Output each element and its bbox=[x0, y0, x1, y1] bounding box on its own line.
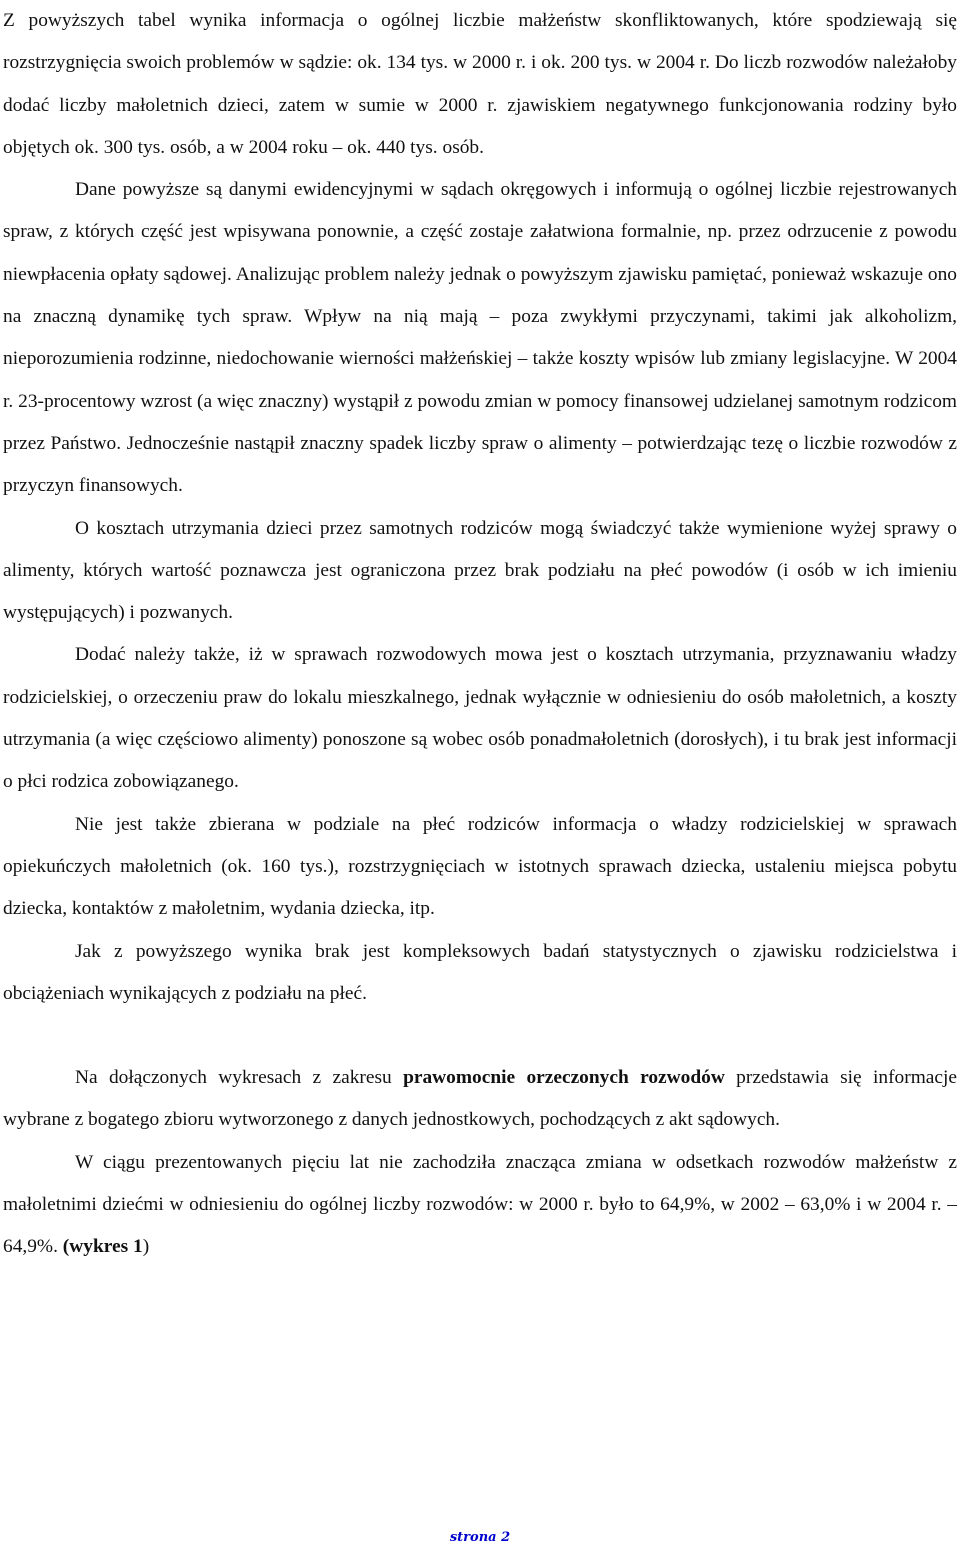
page-number-footer: strona 2 bbox=[449, 1530, 511, 1545]
paragraph-8-text-end: ) bbox=[142, 1236, 150, 1258]
paragraph-4: Dodać należy także, iż w sprawach rozwodowych mowa jest o kosztach utrzymania, przyznawaniu władzy rodzicielskiej, o orzeczeniu praw do lokalu mieszkalnego, jednak wyłącznie w odniesieniu do osób małoletnich, a koszty utrzymania (a więc częściowo alimenty) ponoszone są wobec osób ponadmałoletnich (dorosłych), i tu brak jest informacji o płci rodzica zobowiązanego. bbox=[3, 644, 957, 793]
paragraph-3: O kosztach utrzymania dzieci przez samotnych rodziców mogą świadczyć także wymienione wyżej sprawy o alimenty, których wartość poznawcza jest ograniczona przez brak podziału na płeć powodów (i osób w ich imieniu występujących) i pozwanych. bbox=[3, 517, 957, 624]
paragraph-5: Nie jest także zbierana w podziale na płeć rodziców informacja o władzy rodzicielskiej w sprawach opiekuńczych małoletnich (ok. 160 tys.), rozstrzygnięciach w istotnych sprawach dziecka, ustaleniu miejsca pobytu dziecka, kontaktów z małoletnim, wydania dziecka, itp. bbox=[3, 813, 957, 920]
paragraph-8 bbox=[3, 1142, 957, 1269]
blank-line bbox=[3, 1015, 957, 1057]
paragraph-1: Z powyższych tabel wynika informacja o ogólnej liczbie małżeństw skonfliktowanych, które spodziewają się rozstrzygnięcia swoich problemów w sądzie: ok. 134 tys. w 2000 r. i ok. 200 tys. w 2004 r. Do liczb rozwodów należałoby dodać liczby małoletnich dzieci, zatem w sumie w 2000 r. zjawiskiem negatywnego funkcjonowania rodziny było objętych ok. 300 tys. osób, a w 2004 roku – ok. 440 tys. osób. bbox=[3, 10, 957, 158]
paragraph-7-text-end: przedstawia się informacje wybrane z bogatego zbioru wytworzonego z danych jednostkowych, pochodzących z akt sądowych. bbox=[3, 1067, 957, 1131]
chart-reference: (wykres 1 bbox=[62, 1236, 143, 1258]
paragraph-6: Jak z powyższego wynika brak jest kompleksowych badań statystycznych o zjawisku rodzicielstwa i obciążeniach wynikających z podziału na płeć. bbox=[3, 940, 957, 1004]
paragraph-2: Dane powyższe są danymi ewidencyjnymi w sądach okręgowych i informują o ogólnej liczbie rejestrowanych spraw, z których część jest wpisywana ponownie, a część zostaje załatwiona formalnie, np. przez odrzucenie z powodu niewpłacenia opłaty sądowej. Analizując problem należy jednak o powyższym zjawisku pamiętać, ponieważ wskazuje ono na znaczną dynamikę tych spraw. Wpływ na nią mają – poza zwykłymi przyczynami, takimi jak alkoholizm, nieporozumienia rodzinne, niedochowanie wierności małżeńskiej – także koszty wpisów lub zmiany legislacyjne. W 2004 r. 23-procentowy wzrost (a więc znaczny) wystąpił z powodu zmian w pomocy finansowej udzielanej samotnym rodzicom przez Państwo. Jednocześnie nastąpił znaczny spadek liczby spraw o alimenty – potwierdzając tezę o liczbie rozwodów z przyczyn finansowych. bbox=[3, 179, 957, 497]
paragraph-7-bold: prawomocnie orzeczonych rozwodów bbox=[403, 1067, 725, 1089]
paragraph-7 bbox=[3, 1057, 957, 1142]
document-page bbox=[3, 0, 957, 1269]
paragraph-8-text: W ciągu prezentowanych pięciu lat nie zachodziła znacząca zmiana w odsetkach rozwodów małżeństw z małoletnimi dziećmi w odniesieniu do ogólnej liczby rozwodów: w 2000 r. było to 64,9%, w 2002 – 63,0% i w 2004 r. – 64,9%. bbox=[3, 1151, 957, 1258]
paragraph-7-text: Na dołączonych wykresach z zakresu bbox=[75, 1067, 404, 1089]
